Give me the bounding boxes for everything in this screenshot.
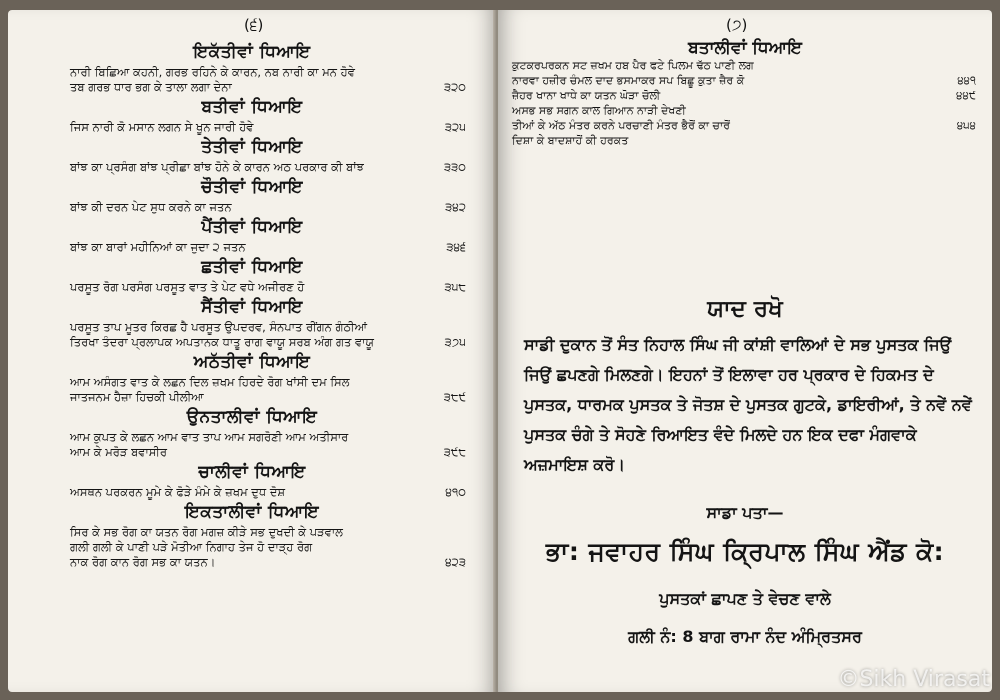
chapter-entry-line [8,320,496,335]
chapter-block [8,257,496,295]
chapter-entry-line [512,73,982,88]
entry-text: ਸਿਰ ਕੇ ਸਭ ਰੋਗ ਕਾ ਯਤਨ ਰੋਗ ਮਗਜ਼ ਕੀੜੇ ਸਭ ਦੁਖਦੀ ਕੇ ਪੜਵਾਲ [70,525,343,539]
chapter-heading: ਸੈਂਤੀਵਾਂ ਧਿਆਇ [201,297,303,317]
chapter-block [8,462,496,500]
entry-page-number: ੩੨੦ [443,80,466,94]
entry-text: ਬਾਂਝ ਕੀ ਦਰਨ ਪੇਟ ਸੁਧ ਕਰਨੇ ਕਾ ਜਤਨ [70,200,232,214]
chapter-entry-line [512,118,982,133]
chapter-heading: ਚਾਲੀਵਾਂ ਧਿਆਇ [198,462,306,482]
chapter-heading-42: ਬਤਾਲੀਵਾਂ ਧਿਆਇ [688,38,802,58]
chapter-entry-line [512,88,982,103]
chapter-entry-line [8,280,496,295]
entry-text: ਆਮ ਕੁਪਤ ਕੇ ਲਛਨ ਆਮ ਵਾਤ ਤਾਪ ਆਮ ਸਗਰੋਣੀ ਆਮ ਅਤੀਸਾਰ [70,430,349,444]
entry-text: ਨਾਰਵਾ ਹਜ਼ੀਰ ਚੰਮਲ ਦਾਦ ਭਸਮਾਕਰ ਸਪ ਬਿਛੂ ਕੁਤਾ ਜ਼ੈਰ ਕੋ [512,74,745,87]
entry-text: ਨਾਕ ਰੋਗ ਕਾਨ ਰੋਗ ਸਭ ਕਾ ਯਤਨ। [70,555,216,569]
watermark: ©Sikh Virasat [837,667,990,692]
chapter-entry-line [512,103,982,118]
entry-text: ਕੁਟਕਰਪਰਕਨ ਸਟ ਜ਼ਖਮ ਹਬ ਪੈਰ ਫਟੇ ਪਿਲਮ ਢੱਠ ਪਾਣੀ ਲਗ [512,59,754,72]
chapter-entry-line [8,80,496,95]
right-page [498,10,992,692]
entry-text: ਜਾਤਜਨਮ ਹੈਜ਼ਾ ਹਿਚਕੀ ਪੀਲੀਆ [70,390,204,404]
chapter-heading: ਅਠੱਤੀਵਾਂ ਧਿਆਇ [193,352,311,372]
chapter-block [8,217,496,255]
entry-page-number: ੪੧੦ [445,485,466,499]
entry-page-number: ੩੪੬ [446,240,466,254]
entry-page-number: ੪੨੩ [445,555,466,569]
entry-page-number: ੩੮੯ [443,390,466,404]
entry-page-number: ੩੨੫ [444,120,466,134]
chapter-entry-line [8,540,496,555]
address-label: ਸਾਡਾ ਪਤਾ— [706,503,784,522]
entry-text: ਆਮ ਅਸੰਗਤ ਵਾਤ ਕੇ ਲਛਨ ਦਿਲ ਜ਼ਖਮ ਹਿਰਦੇ ਰੋਗ ਖਾਂਸੀ ਦਮ ਸਿਲ [70,375,350,389]
left-page-number: (੬) [244,16,264,34]
chapter-entry-line [8,65,496,80]
right-page-number: (੭) [726,16,748,34]
entry-text: ਜਿਸ ਨਾਰੀ ਕੋ ਮਸਾਨ ਲਗਨ ਸੇ ਖੂਨ ਜਾਰੀ ਹੋਵੇ [70,120,254,134]
entry-text: ਤੀਆਂ ਕੇ ਅੱਠ ਮੰਤਰ ਕਰਨੇ ਪਰਚਾਣੀ ਮੰਤਰ ਭੈਰੋਂ ਕਾ ਚਾਰੋਂ [512,119,730,132]
chapter-entry-line [8,525,496,540]
chapter-entry-line [8,485,496,500]
chapter-heading: ਚੌਤੀਵਾਂ ਧਿਆਇ [201,177,303,197]
chapter-entry-line [8,240,496,255]
chapter-entry-line [8,390,496,405]
chapter-heading: ਬਤੀਵਾਂ ਧਿਆਇ [201,97,303,117]
chapter-block [8,177,496,215]
chapter-entry-line [8,200,496,215]
entry-text: ਆਮ ਕੇ ਮਰੋੜ ਬਵਾਸੀਰ [70,445,168,459]
entry-page-number: ੩੯੮ [443,445,466,459]
chapter-entry-line [512,133,982,148]
entry-page-number: ੩੫੮ [444,280,466,294]
chapter-block [8,297,496,350]
chapter-entry-line [8,445,496,460]
left-page [8,10,496,692]
entry-text: ਪਰਸੂਤ ਤਾਪ ਮੂਤਰ ਕਿਰਛ ਹੈ ਪਰਸੂਤ ਉਪਦਰਵ, ਸੰਨਪਾਤ ਰੀਂਗਨ ਗੰਠੀਆਂ [70,320,368,334]
left-chapter-list [8,40,496,570]
chapter-heading: ਤੇਤੀਵਾਂ ਧਿਆਇ [201,137,303,157]
chapter-heading: ਉਨਤਾਲੀਵਾਂ ਧਿਆਇ [186,407,318,427]
entry-text: ਗਲੀ ਗਲੀ ਕੇ ਪਾਣੀ ਪੜੇ ਮੋਤੀਆ ਨਿਗਾਹ ਤੇਜ ਹੋ ਦਾੜ੍ਹ ਰੋਗ [70,540,313,554]
right-entry-list [512,58,982,148]
notice-body: ਸਾਡੀ ਦੁਕਾਨ ਤੋਂ ਸੰਤ ਨਿਹਾਲ ਸਿੰਘ ਜੀ ਕਾਂਸ਼ੀ ਵਾਲਿਆਂ ਦੇ ਸਭ ਪੁਸਤਕ ਜਿਉਂ ਜਿਉਂ ਛਪਣਗੇ ਮਿਲਣਗੇ। ਇਹਨਾਂ ਤੋਂ ਇਲਾਵਾ ਹਰ ਪ੍ਰਕਾਰ ਦੇ ਹਿਕਮਤ ਦੇ ਪੁਸਤਕ, ਧਾਰਮਕ ਪੁਸਤਕ ਤੇ ਜੋਤਸ਼ ਦੇ ਪੁਸਤਕ ਗੁਟਕੇ, ਡਾਇਰੀਆਂ, ਤੇ ਨਵੇਂ ਨਵੇਂ ਪੁਸਤਕ ਚੰਗੇ ਤੇ ਸੋਹਣੇ ਰਿਆਇਤ ਵੰਦੇ ਮਿਲਦੇ ਹਨ ਇਕ ਦਫਾ ਮੰਗਵਾਕੇ ਅਜ਼ਮਾਇਸ਼ ਕਰੋ। [524,335,972,474]
chapter-entry-line [8,160,496,175]
chapter-entry-line [8,555,496,570]
entry-page-number: ੪੫੪ [956,119,976,132]
chapter-heading: ਛਤੀਵਾਂ ਧਿਆਇ [201,257,303,277]
entry-text: ਪਰਸੂਤ ਰੋਗ ਪਰਸੰਗ ਪਰਸੂਤ ਵਾਤ ਤੇ ਪੇਟ ਵਧੇ ਅਜੀਰਣ ਹੋ [70,280,305,294]
publisher-name: ਭਾ: ਜਵਾਹਰ ਸਿੰਘ ਕ੍ਰਿਪਾਲ ਸਿੰਘ ਐਂਡ ਕੋ: [545,537,945,566]
entry-page-number: ੩੪੨ [445,200,466,214]
entry-text: ਅਸਥਨ ਪਰਕਰਨ ਮੂਮੇ ਕੇ ਫੋੜੇ ਮੰਮੇ ਕੇ ਜ਼ਖਮ ਦੁਧ ਦੋਸ਼ [70,485,286,499]
entry-page-number: ੩੭੫ [444,335,466,349]
entry-text: ਅਸਭ ਸਭ ਸਗਨ ਕਾਲ ਗਿਆਨ ਨਾੜੀ ਦੇਖਣੀ [512,104,686,117]
chapter-heading: ਇਕਤਾਲੀਵਾਂ ਧਿਆਇ [184,502,320,522]
entry-text: ਨਾਰੀ ਬਿਛਿਆ ਕਹਨੀ, ਗਰਭ ਰਹਿਨੇ ਕੇ ਕਾਰਨ, ਨਬ ਨਾਰੀ ਕਾ ਮਨ ਹੋਵੇ [70,65,355,79]
entry-text: ਤਬ ਗਰਭ ਧਾਰ ਭਗ ਕੇ ਤਾਲਾ ਲਗਾ ਦੇਨਾ [70,80,232,94]
entry-page-number: ੩੩੦ [443,160,466,174]
chapter-block [8,97,496,135]
chapter-block [8,502,496,570]
chapter-heading: ਪੈਂਤੀਵਾਂ ਧਿਆਇ [201,217,303,237]
entry-text: ਬਾਂਝ ਕਾ ਪ੍ਰਸੰਗ ਬਾਂਝ ਪ੍ਰੀਛਾ ਬਾਂਝ ਹੋਨੇ ਕੇ ਕਾਰਨ ਅਠ ਪਰਕਾਰ ਕੀ ਬਾਂਝ [70,160,364,174]
chapter-block [8,352,496,405]
chapter-entry-line [512,58,982,73]
chapter-entry-line [8,375,496,390]
entry-text: ਜ਼ੈਹਰ ਖਾਨਾ ਖਾਧੇ ਕਾ ਯਤਨ ਘੋੜਾ ਚੋਲੀ [512,89,661,102]
chapter-block [8,407,496,460]
entry-text: ਦਿਸ਼ਾ ਕੇ ਬਾਦਸ਼ਾਹੋਂ ਕੀ ਹਰਕਤ [512,134,629,147]
entry-page-number: ੪੪੧ [957,74,976,87]
entry-page-number: ੪੪੯ [956,89,976,102]
chapter-block [8,137,496,175]
chapter-entry-line [8,120,496,135]
entry-text: ਬਾਂਝ ਕਾ ਬਾਰਾਂ ਮਹੀਨਿਆਂ ਕਾ ਜੁਦਾ ੨ ਜਤਨ [70,240,246,254]
notice-title: ਯਾਦ ਰਖੋ [707,296,783,322]
publisher-tagline: ਪੁਸਤਕਾਂ ਛਾਪਣ ਤੇ ਵੇਚਣ ਵਾਲੇ [659,589,831,608]
chapter-entry-line [8,430,496,445]
chapter-heading: ਇਕੱਤੀਵਾਂ ਧਿਆਇ [193,42,311,62]
publisher-address: ਗਲੀ ਨੰ: 8 ਬਾਗ ਰਾਮਾ ਨੰਦ ਅੰਮ੍ਰਿਤਸਰ [628,627,862,646]
chapter-entry-line [8,335,496,350]
entry-text: ਤਿਰਖਾ ਤੰਦਰਾ ਪ੍ਰਲਾਪਕ ਅਪਤਾਨਕ ਧਾਤੂ ਰਾਗ ਵਾਯੂ ਸਰਬ ਅੰਗ ਗਤ ਵਾਯੂ [70,335,374,349]
chapter-block [8,42,496,95]
